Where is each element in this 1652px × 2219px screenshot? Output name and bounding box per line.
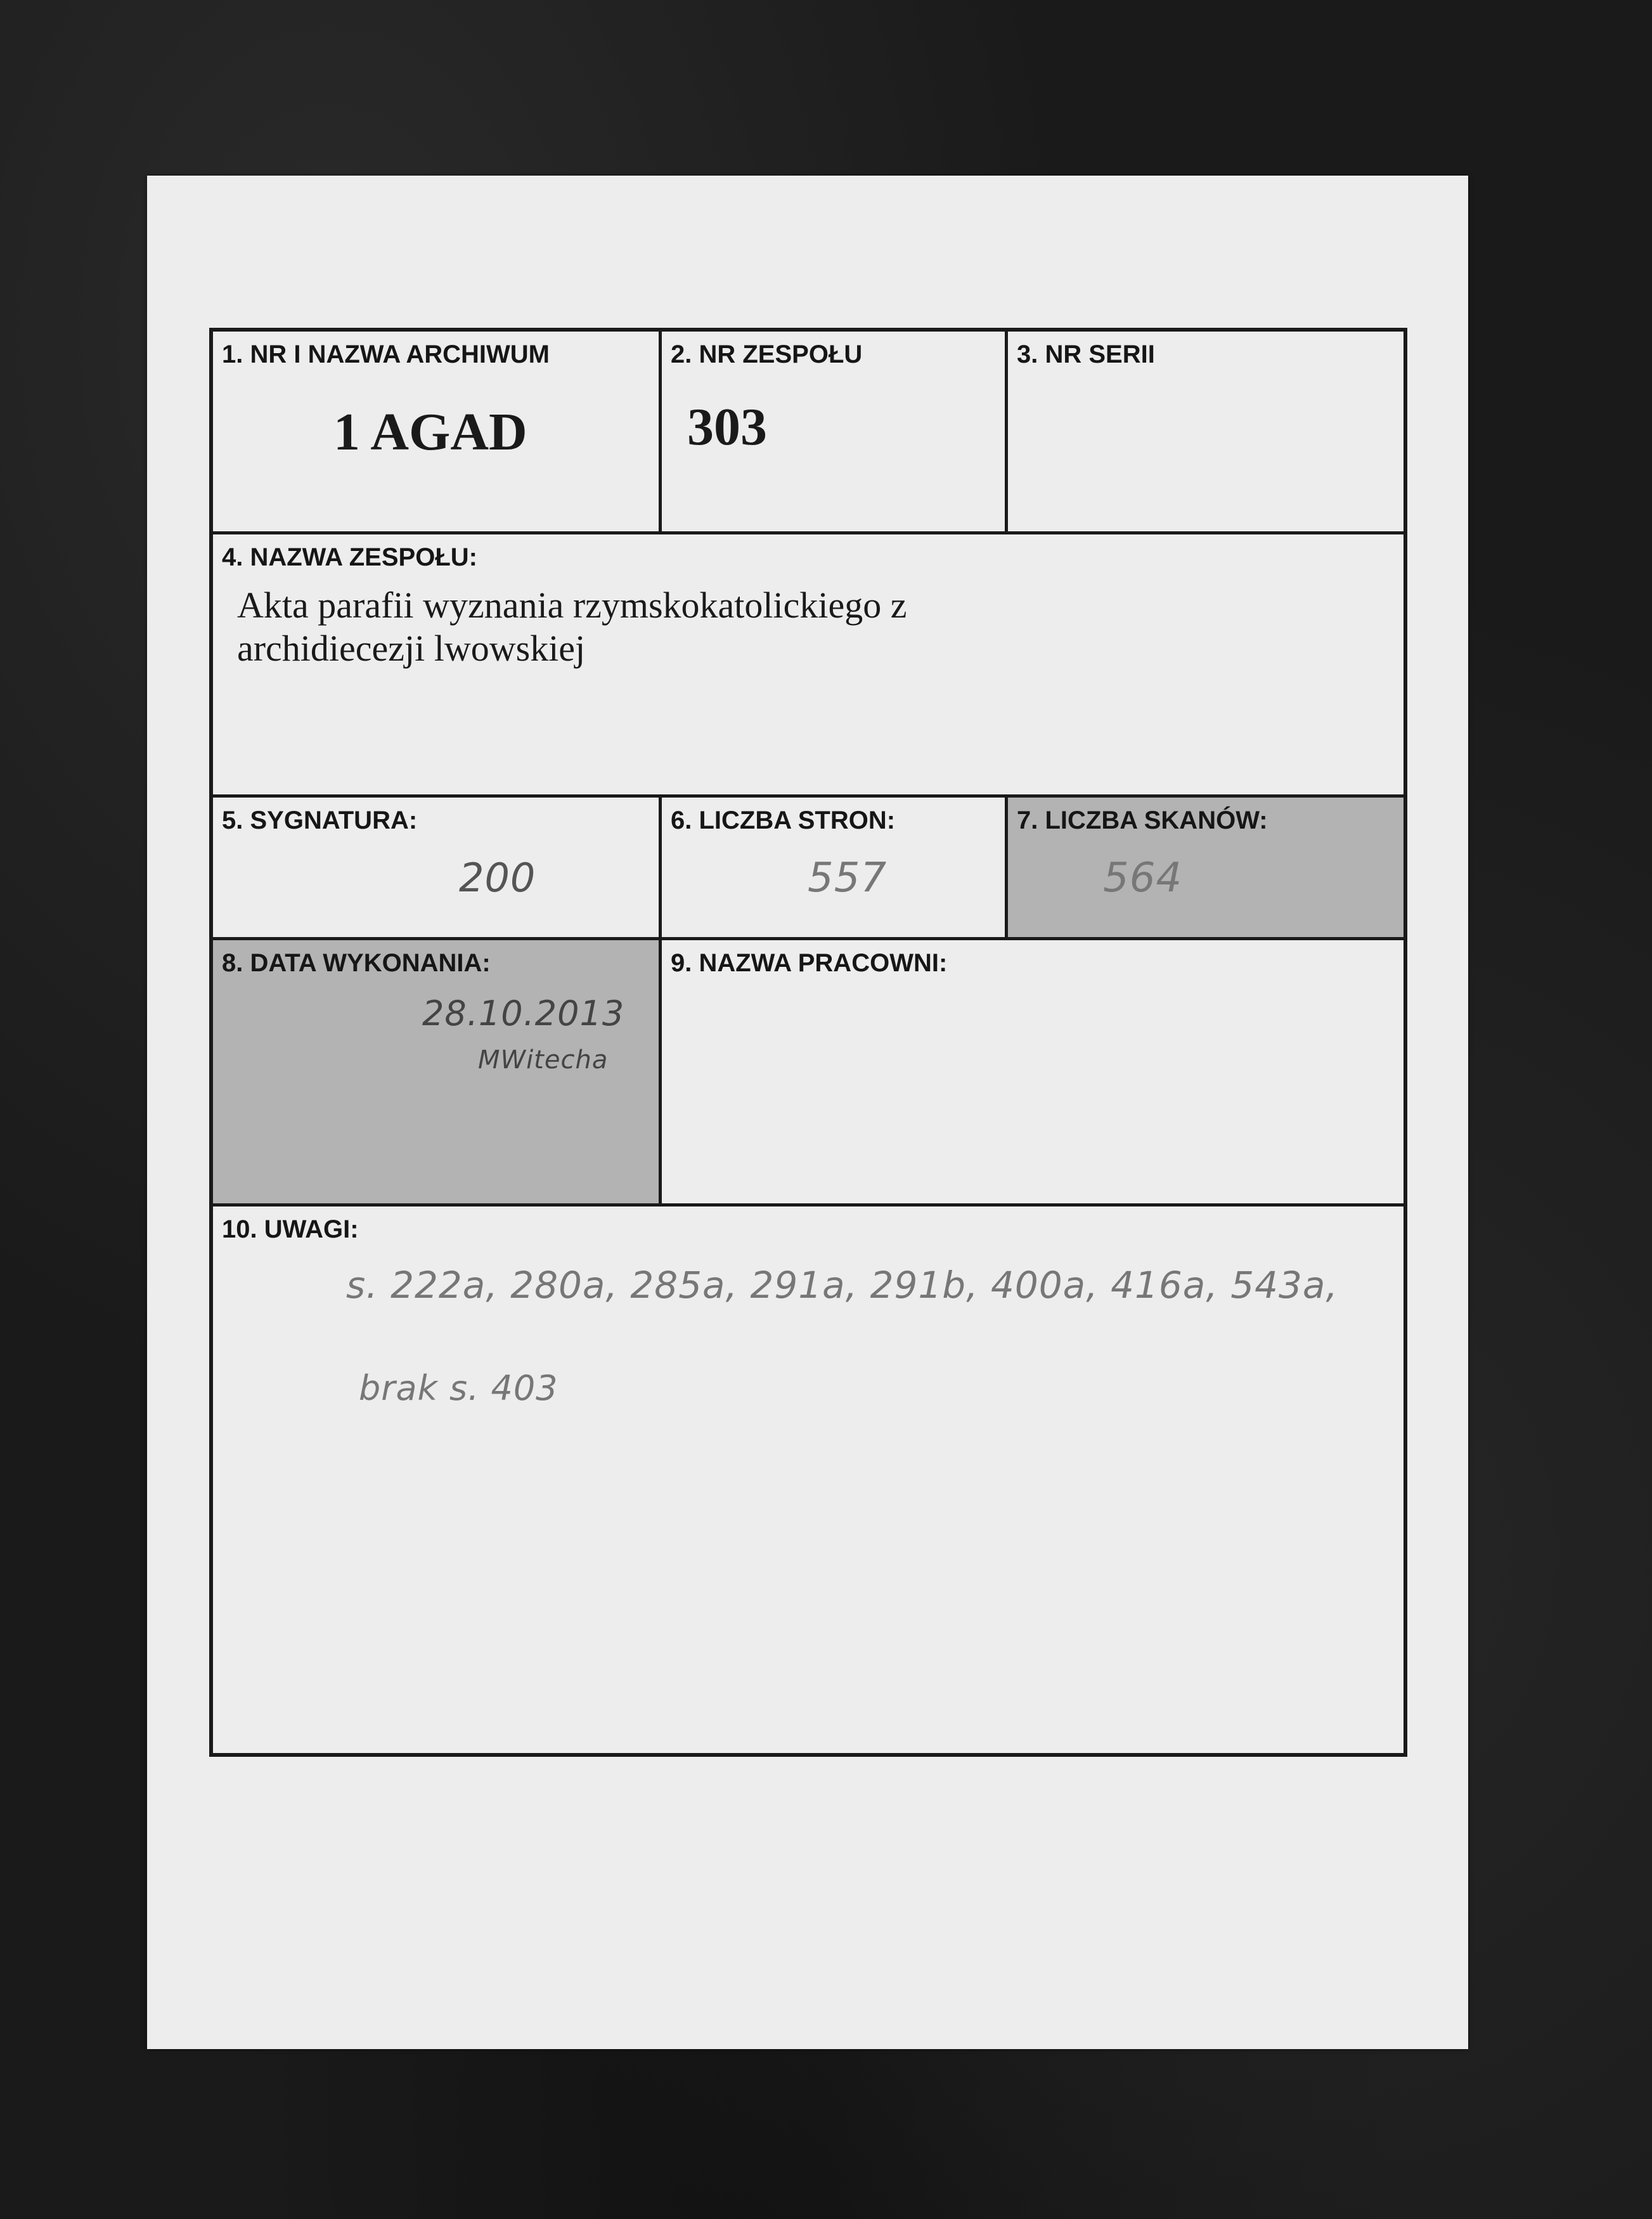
field-completion-date <box>213 940 662 1207</box>
field-remarks <box>213 1207 1404 1753</box>
field-signature <box>213 798 662 940</box>
field-archive-value: 1 AGAD <box>333 403 527 462</box>
field-fonds-name-line1: Akta parafii wyznania rzymskokatolickiego z <box>237 585 907 626</box>
field-fonds-number-value: 303 <box>687 398 767 456</box>
field-signature-value: 200 <box>459 855 536 901</box>
field-page-count-value: 557 <box>808 855 887 902</box>
field-remarks-line2: brak s. 403 <box>359 1368 558 1408</box>
field-series-number <box>1008 332 1404 534</box>
field-remarks-line1: s. 222a, 280a, 285a, 291a, 291b, 400a, 416a, 543a, <box>346 1264 1338 1307</box>
field-page-count-label: 6. LICZBA STRON: <box>671 806 896 834</box>
field-archive <box>213 332 662 534</box>
field-archive-label: 1. NR I NAZWA ARCHIWUM <box>222 340 550 368</box>
field-fonds-number <box>662 332 1008 534</box>
field-fonds-name-label: 4. NAZWA ZESPOŁU: <box>222 543 477 571</box>
field-remarks-label: 10. UWAGI: <box>222 1215 359 1243</box>
field-series-number-label: 3. NR SERII <box>1017 340 1155 368</box>
field-workshop-name <box>662 940 1404 1207</box>
field-completion-date-label: 8. DATA WYKONANIA: <box>222 949 491 977</box>
field-fonds-number-label: 2. NR ZESPOŁU <box>671 340 863 368</box>
field-page-count <box>662 798 1008 940</box>
field-scan-count <box>1008 798 1404 940</box>
record-sheet <box>147 176 1468 2049</box>
operator-signature: MWitecha <box>478 1045 609 1075</box>
field-scan-count-value: 564 <box>1103 855 1183 902</box>
field-completion-date-value: 28.10.2013 <box>422 993 625 1033</box>
field-workshop-name-label: 9. NAZWA PRACOWNI: <box>671 949 948 977</box>
metadata-form <box>209 328 1407 1757</box>
field-signature-label: 5. SYGNATURA: <box>222 806 418 834</box>
field-fonds-name-line2: archidiecezji lwowskiej <box>237 628 586 669</box>
field-fonds-name <box>213 534 1404 798</box>
field-scan-count-label: 7. LICZBA SKANÓW: <box>1017 806 1268 834</box>
